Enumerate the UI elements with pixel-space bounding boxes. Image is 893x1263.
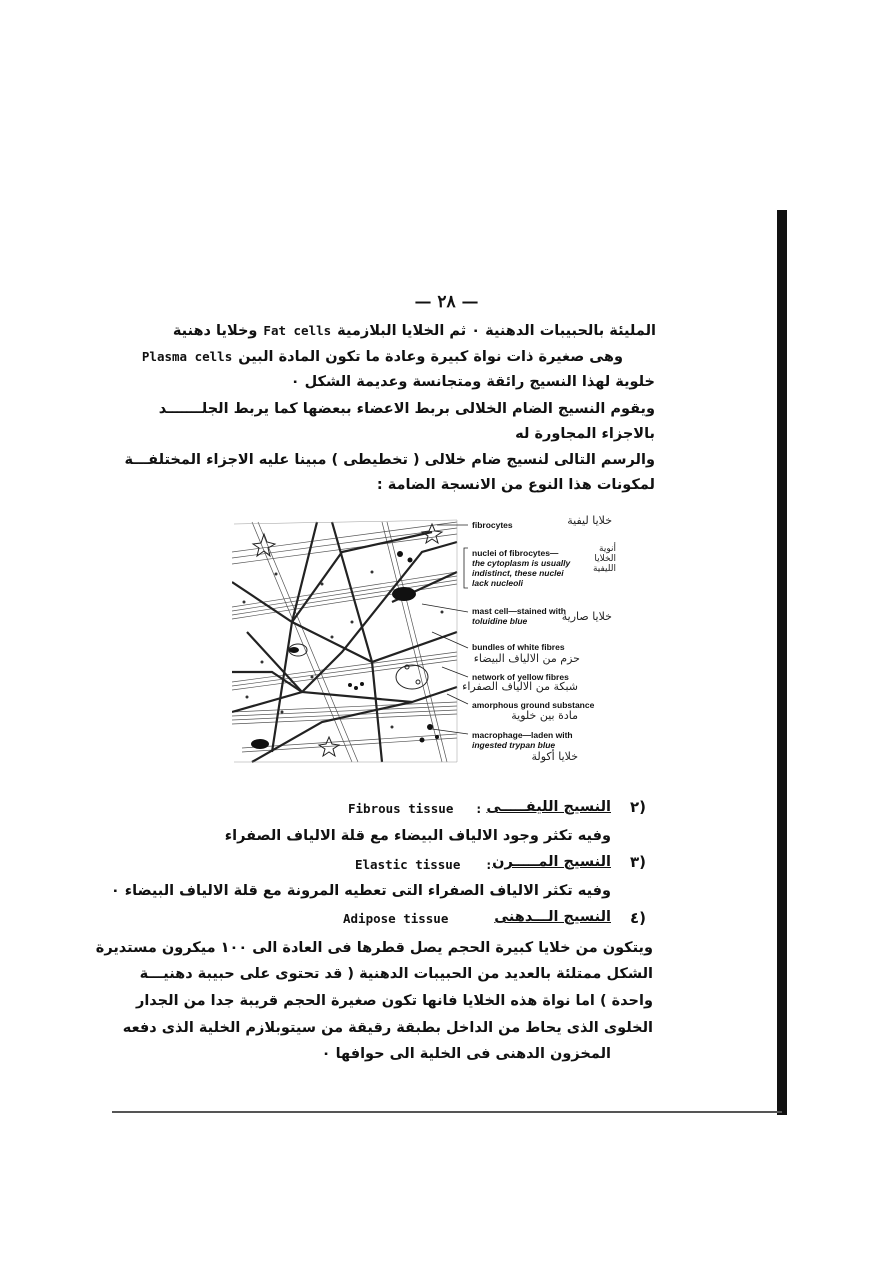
- label-fibrocyte-nuclei: [472, 548, 570, 588]
- label-fibrocytes: fibrocytes: [472, 520, 513, 530]
- section-3-title-en: Elastic tissue: [355, 857, 461, 872]
- section-4-number: ٤): [630, 909, 647, 927]
- label-white-fibres-ar: حزم من الالياف البيضاء: [473, 652, 580, 665]
- section-3-body: وفيه تكثر الالياف الصفراء التى تعطيه المرونة مع قلة الالياف البيضاء ٠: [110, 883, 611, 899]
- label-macrophage: [472, 730, 573, 750]
- scan-bottom-edge: [112, 1111, 782, 1113]
- adipose-line-2: الشكل ممتلئة بالعديد من الحبيبات الدهنية ( قد تحتوى على حبيبة دهنيـــة: [139, 966, 653, 982]
- intro-line-4: ويقوم النسيج الضام الخلالى بربط الاعضاء ببعضها كما يربط الجلـــــــد: [158, 401, 655, 417]
- page-number: — ٢٨ —: [414, 292, 479, 312]
- label-line: mast cell—stained with: [472, 606, 566, 616]
- label-fibrocyte-nuclei-ar: أنوية الخلايا الليفية: [592, 544, 616, 574]
- adipose-line-3: واحدة ) اما نواة هذه الخلايا فانها تكون صغيرة الحجم قريبة جدا من الجدار: [135, 993, 653, 1009]
- section-3-number: ٣): [630, 853, 647, 871]
- label-yellow-fibres: network of yellow fibres: [472, 672, 569, 682]
- intro-line-6: والرسم التالى لنسيج ضام خلالى ( تخطيطى ) مبينا عليه الاجزاء المختلفـــة: [124, 452, 655, 468]
- intro-line-7: لمكونات هذا النوع من الانسجة الضامة :: [376, 477, 655, 493]
- intro-line-1-text: المليئة بالحبيبات الدهنية ٠ ثم الخلايا البلازمية: [337, 323, 656, 339]
- section-4-title-ar: النسيج الـــدهنى: [494, 909, 611, 925]
- intro-line-2-text: وهى صغيرة ذات نواة كبيرة وعادة ما تكون المادة البين: [238, 349, 623, 365]
- adipose-line-4: الخلوى الذى يحاط من الداخل بطبقة رقيقة من سيتوبلازم الخلية الذى دفعه: [122, 1020, 653, 1036]
- label-ground-substance-ar: مادة بين خلوية: [511, 709, 578, 722]
- scan-page-edge: [777, 210, 787, 1115]
- plasma-cells-term: Plasma cells: [141, 349, 233, 364]
- label-line: lack nucleoli: [472, 578, 524, 588]
- intro-line-2: [136, 347, 623, 367]
- label-white-fibres: bundles of white fibres: [472, 642, 565, 652]
- section-4-title-en: Adipose tissue: [343, 911, 449, 926]
- label-line: macrophage—laden with: [472, 730, 573, 740]
- adipose-line-5: المخزون الدهنى فى الخلية الى حوافها ٠: [321, 1046, 611, 1062]
- label-mast-cell-ar: خلايا صارية: [561, 610, 612, 623]
- intro-line-1: [173, 321, 656, 341]
- label-line: ingested trypan blue: [472, 740, 556, 750]
- adipose-line-1: ويتكون من خلايا كبيرة الحجم يصل قطرها فى العادة الى ١٠٠ ميكرون مستديرة: [95, 940, 653, 956]
- intro-line-1-start: وخلايا دهنية: [172, 323, 258, 339]
- label-line: toluidine blue: [472, 616, 528, 626]
- label-macrophage-ar: خلايا أكولة: [531, 750, 578, 763]
- label-line: the cytoplasm is usually: [472, 558, 571, 568]
- section-3-title-ar: النسيج المـــــرن: [492, 854, 611, 870]
- section-2-body: وفيه تكثر وجود الالياف البيضاء مع قلة الالياف الصفراء: [224, 828, 611, 844]
- section-3-colon: :: [485, 857, 493, 872]
- intro-line-5: بالاجزاء المجاورة له: [515, 426, 655, 442]
- label-yellow-fibres-ar: شبكة من الالياف الصفراء: [462, 680, 578, 693]
- label-fibrocytes-ar: خلايا ليفية: [567, 514, 612, 527]
- label-line: indistinct, these nuclei: [472, 568, 564, 578]
- fat-cells-term: Fat cells: [263, 323, 332, 338]
- section-2-title-en: Fibrous tissue: [348, 801, 454, 816]
- label-ground-substance: amorphous ground substance: [472, 700, 595, 710]
- section-2-colon: :: [475, 801, 483, 816]
- label-mast-cell: [472, 606, 566, 626]
- connective-tissue-diagram: [232, 512, 616, 770]
- intro-line-3: خلوية لهذا النسيج رائقة ومتجانسة وعديمة الشكل ٠: [290, 374, 655, 390]
- label-line: nuclei of fibrocytes—: [472, 548, 559, 558]
- section-2-number: ٢): [630, 798, 647, 816]
- section-2-title-ar: النسيج الليفـــــى: [486, 799, 611, 815]
